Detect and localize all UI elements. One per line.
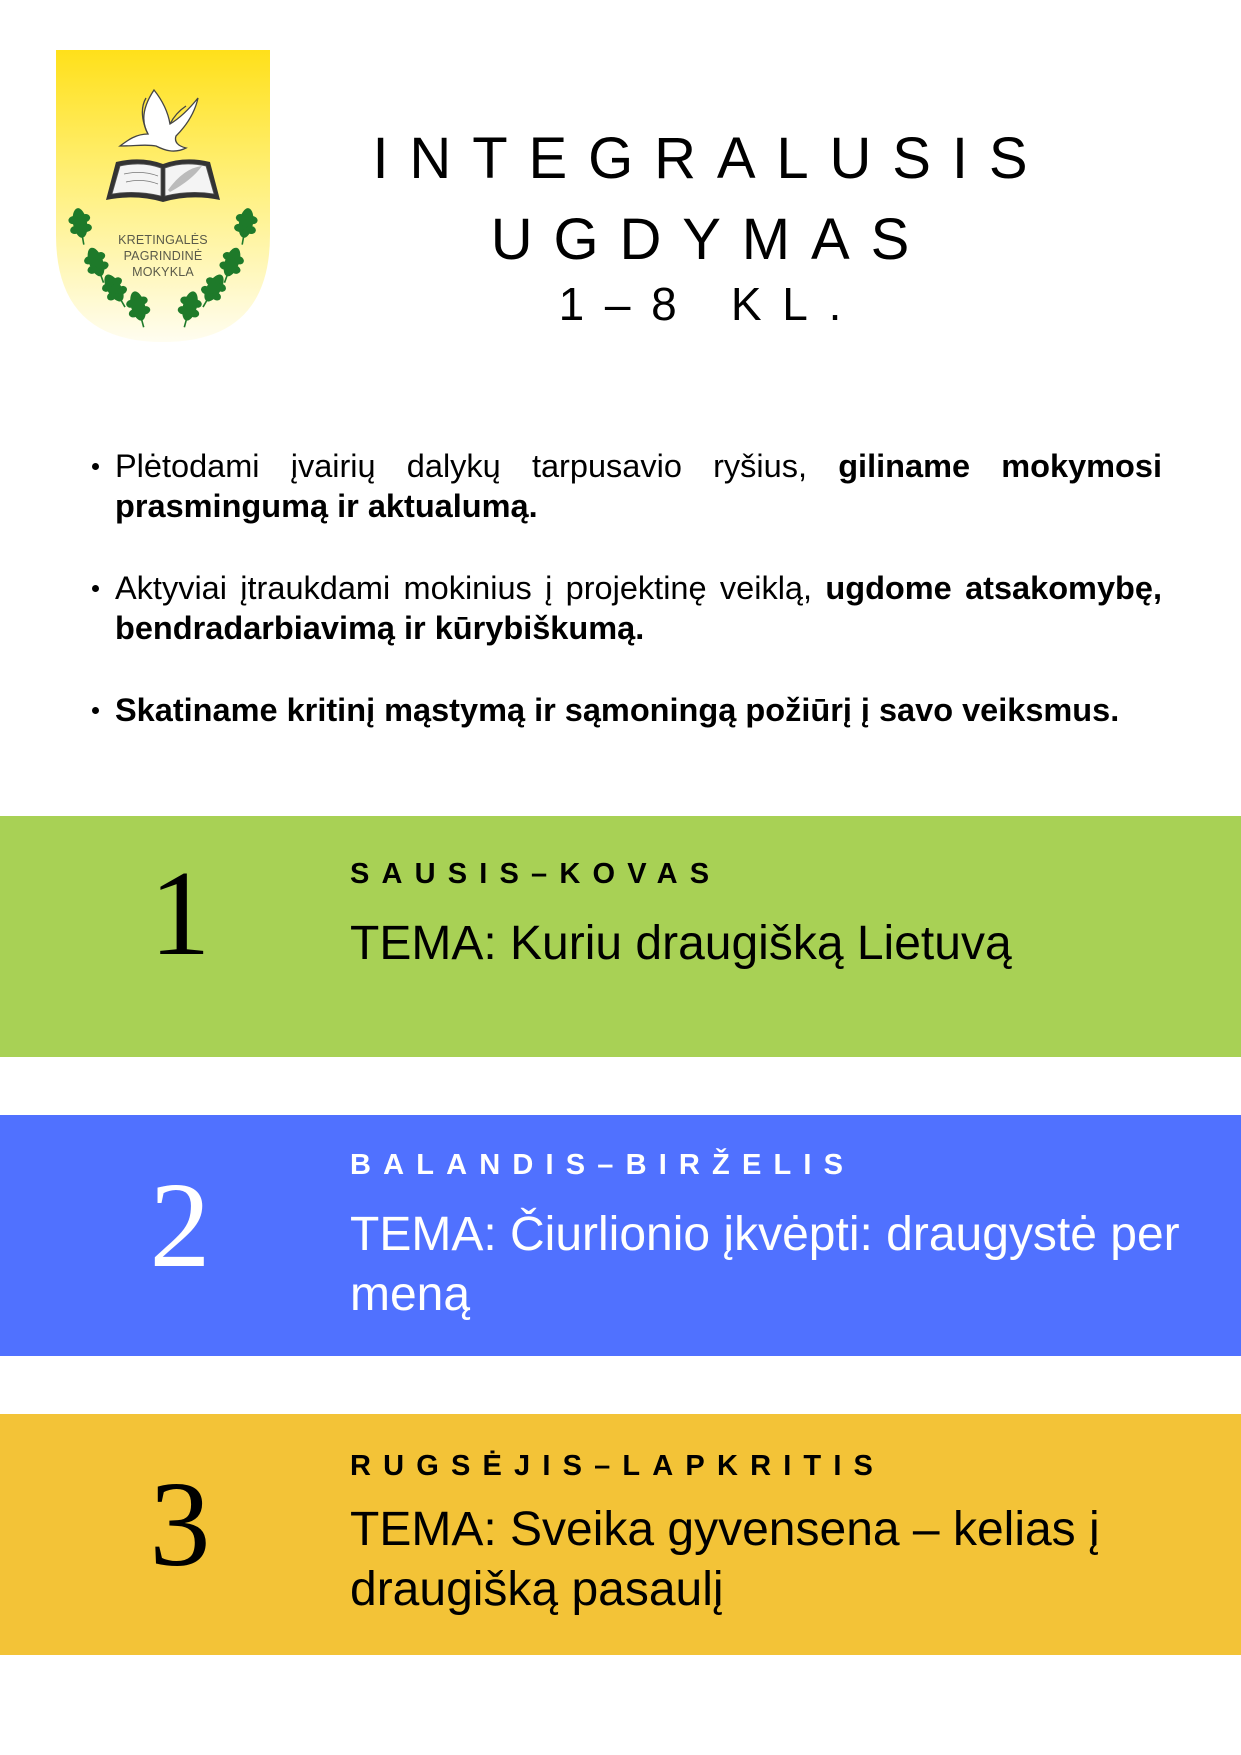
period-band-2 — [0, 1115, 1241, 1356]
bullet-icon — [92, 707, 99, 714]
goal-text-bold: ugdome atsakomybę, bendradarbiavimą ir kūrybiškumą. — [115, 570, 1162, 646]
goal-text-bold: Skatiname kritinį mąstymą ir sąmoningą požiūrį į savo veiksmus. — [115, 692, 1120, 728]
goal-text: Aktyviai įtraukdami mokinius į projektinę veiklą, — [115, 570, 826, 606]
period-band-1 — [0, 816, 1241, 1057]
period-topic: TEMA: Čiurlionio įkvėpti: draugystė per meną — [350, 1208, 1180, 1321]
goal-item — [92, 568, 1162, 648]
goal-text: Plėtodami įvairių dalykų tarpusavio ryšius, — [115, 448, 839, 484]
page-title — [360, 118, 1049, 334]
period-number: 1 — [149, 846, 211, 981]
open-book-icon — [106, 159, 220, 202]
goals-list — [92, 446, 1162, 772]
logo-line: KRETINGALĖS — [118, 233, 208, 247]
logo-school-name — [56, 232, 270, 280]
logo-line: PAGRINDINĖ — [123, 249, 203, 263]
title-grades: 1–8 KL. — [558, 278, 863, 330]
period-number: 3 — [149, 1457, 211, 1592]
period-months: RUGSĖJIS–LAPKRITIS — [350, 1450, 886, 1482]
period-months: SAUSIS–KOVAS — [350, 858, 722, 890]
bullet-icon — [92, 585, 99, 592]
logo-shield — [56, 50, 270, 342]
goal-text-bold: giliname mokymosi prasmingumą ir aktualumą. — [115, 448, 1162, 524]
period-topic: TEMA: Kuriu draugišką Lietuvą — [350, 917, 1012, 970]
school-logo — [56, 50, 270, 342]
logo-line: MOKYKLA — [132, 265, 194, 279]
bullet-icon — [92, 463, 99, 470]
period-number: 2 — [149, 1158, 211, 1293]
goal-item — [92, 690, 1162, 730]
title-line-1: INTEGRALUSIS — [372, 126, 1049, 191]
period-months: BALANDIS–BIRŽELIS — [350, 1149, 856, 1181]
period-topic: TEMA: Sveika gyvensena – kelias į draugišką pasaulį — [350, 1503, 1100, 1616]
period-band-3 — [0, 1414, 1241, 1655]
goal-item — [92, 446, 1162, 526]
title-line-2: UGDYMAS — [490, 207, 931, 272]
